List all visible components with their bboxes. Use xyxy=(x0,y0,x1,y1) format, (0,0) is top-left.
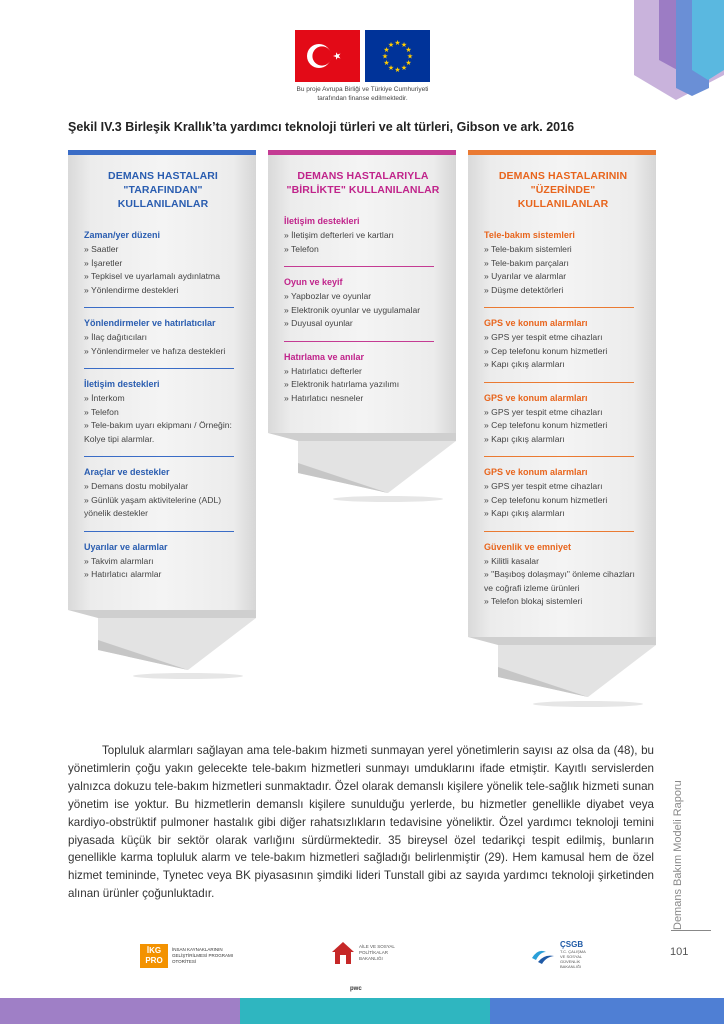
column-heading xyxy=(84,169,242,211)
flags xyxy=(295,30,430,82)
svg-text:★: ★ xyxy=(405,59,412,67)
list-item: » Hatırlatıcı nesneler xyxy=(284,392,442,406)
section-divider xyxy=(484,456,634,457)
svg-text:★: ★ xyxy=(381,52,389,61)
column-card xyxy=(68,155,256,610)
report-side-label: Demans Bakım Modeli Raporu xyxy=(672,780,684,930)
list-item: » Yönlendirmeler ve hafıza destekleri xyxy=(84,345,242,359)
list-item: » "Başıboş dolaşmayı" önleme cihazları ve coğrafi izleme ürünleri xyxy=(484,568,642,595)
list-item: » Duyusal oyunlar xyxy=(284,317,442,331)
list-item: » Cep telefonu konum hizmetleri xyxy=(484,494,642,508)
section xyxy=(484,466,642,521)
section xyxy=(84,229,242,297)
section-title: Hatırlama ve anılar xyxy=(284,351,365,362)
list-item: » Hatırlatıcı alarmlar xyxy=(84,568,242,582)
section-title: Oyun ve keyif xyxy=(284,277,343,287)
family-ministry-text: AİLE VE SOSYAL POLİTİKALAR BAKANLIĞI xyxy=(359,944,395,961)
section xyxy=(484,541,642,609)
list-item: » İletişim defterleri ve kartları xyxy=(284,229,442,243)
section xyxy=(84,378,242,446)
ikg-logo-mark: İKG PRO xyxy=(140,944,168,968)
list-item: » Tele-bakım sistemleri xyxy=(484,243,642,257)
svg-text:★: ★ xyxy=(387,64,395,72)
list-item: » Kapı çıkış alarmları xyxy=(484,433,642,447)
bottom-bar-segment xyxy=(490,998,724,1024)
csgb-name: ÇSGB xyxy=(560,940,584,949)
list-item: » Elektronik oyunlar ve uygulamalar xyxy=(284,304,442,318)
column-heading xyxy=(484,169,642,211)
section-divider xyxy=(484,382,634,383)
bottom-bar-segment xyxy=(0,998,240,1024)
pwc-logo: pwc xyxy=(350,986,362,992)
svg-text:★: ★ xyxy=(406,52,414,61)
column-heading-line1: DEMANS HASTALARIYLA xyxy=(297,170,429,182)
section-divider xyxy=(84,368,234,369)
funding-note-line1: Bu proje Avrupa Birliği ve Türkiye Cumhuriyeti xyxy=(296,86,429,93)
list-item: » Telefon xyxy=(284,243,442,257)
house-icon xyxy=(330,940,356,966)
section xyxy=(484,392,642,447)
bottom-color-bar xyxy=(0,998,724,1024)
section-divider xyxy=(484,307,634,308)
list-item: » GPS yer tespit etme cihazları xyxy=(484,406,642,420)
section-title: GPS ve konum alarmları xyxy=(484,467,588,477)
column-card xyxy=(468,155,656,637)
section xyxy=(84,317,242,358)
list-item: » Tepkisel ve uyarlamalı aydınlatma xyxy=(84,270,242,284)
list-item: » Saatler xyxy=(84,243,242,257)
list-item: » Uyarılar ve alarmlar xyxy=(484,270,642,284)
column-heading-line2: "TARAFINDAN" KULLANILANLAR xyxy=(117,184,209,210)
svg-text:★: ★ xyxy=(400,41,408,49)
ribbon-tail xyxy=(468,637,656,709)
list-item: » Cep telefonu konum hizmetleri xyxy=(484,419,642,433)
funding-note-line2: tarafından finanse edilmektedir. xyxy=(317,94,408,102)
list-item: » Cep telefonu konum hizmetleri xyxy=(484,345,642,359)
section-title: GPS ve konum alarmları xyxy=(484,318,588,328)
column-by-patients xyxy=(68,150,256,680)
funding-note xyxy=(270,86,455,103)
section-divider xyxy=(284,266,434,267)
svg-text:★: ★ xyxy=(383,46,390,54)
list-item: » Tele-bakım parçaları xyxy=(484,257,642,271)
page-number: 101 xyxy=(670,946,689,958)
list-item: » Telefon blokaj sistemleri xyxy=(484,595,642,609)
bottom-bar-segment xyxy=(240,998,490,1024)
section-title: Uyarılar ve alarmlar xyxy=(84,541,168,552)
column-heading-line2: "ÜZERİNDE" KULLANILANLAR xyxy=(517,184,609,210)
list-item: » Takvim alarmları xyxy=(84,555,242,569)
svg-text:★: ★ xyxy=(383,59,390,67)
section-divider xyxy=(84,531,234,532)
section xyxy=(484,229,642,297)
section xyxy=(284,351,442,406)
list-item: » Yönlendirme destekleri xyxy=(84,284,242,298)
section-title: Zaman/yer düzeni xyxy=(84,230,161,240)
column-heading-line1: DEMANS HASTALARININ xyxy=(498,170,628,182)
list-item: » GPS yer tespit etme cihazları xyxy=(484,331,642,345)
section-title: İletişim destekleri xyxy=(284,216,360,226)
section-title: GPS ve konum alarmları xyxy=(484,392,588,403)
list-item: » Günlük yaşam aktivitelerine (ADL) yönelik destekler xyxy=(84,494,242,521)
list-item: » Kapı çıkış alarmları xyxy=(484,507,642,521)
section-divider xyxy=(484,531,634,532)
turkey-flag xyxy=(295,30,360,82)
list-item: » Kilitli kasalar xyxy=(484,555,642,569)
list-item: » GPS yer tespit etme cihazları xyxy=(484,480,642,494)
eu-flag xyxy=(365,30,430,82)
section-title: Tele-bakım sistemleri xyxy=(484,230,575,240)
section-title: Araçlar ve destekler xyxy=(84,467,170,477)
list-item: » Demans dostu mobilyalar xyxy=(84,480,242,494)
list-item: » Düşme detektörleri xyxy=(484,284,642,298)
section-divider xyxy=(84,307,234,308)
section xyxy=(484,317,642,372)
list-item: » Elektronik hatırlama yazılımı xyxy=(284,378,442,392)
list-item: » Tele-bakım uyarı ekipmanı / Örneğin: Kolye tipi alarmlar. xyxy=(84,419,242,446)
body-paragraph: Topluluk alarmları sağlayan ama tele-bakım hizmeti sunmayan yerel yönetimlerin sayısı az olsa da (48), bu yönetimlerin çoğu yakın gelecekte tele-bakım hizmetleri sunmayı umduklarını ifade etmiştir. Kayıtlı servislerden yalnızca dokuzu tele-bakım hizmetleri sunmaktadır. Özel olarak demanslı kişilere yönelik tele-sağlık hizmeti sunan yönetim ise yoktur. Bu hizmetlerin demanslı kişilere sunulduğu yerlerde, bu hizmetler genellikle diyabet veya kardiyo-obstrüktif pulmoner hastalık gibi diğer rahatsızlıkların tedavisine yöneliktir. Özel yardımcı teknoloji temini piyasada küçük bir sektör olarak varlığını sürdürmektedir. 35 bireysel özel tedarikçi tespit edilmiş, bunların genellikle karma topluluk alarm ve tele-bakım hizmetleri sağladığı belirlenmiştir (29). Hem kamusal hem de özel hizmet temininde, Tynetec veya BK piyasasının şimdiki lideri Tunstall gibi az sayıda yardımcı teknoloji şirketinden alınan ürünler çoğunluktadır. xyxy=(68,744,654,901)
ikg-pro-logo xyxy=(140,944,252,968)
family-ministry-logo xyxy=(330,940,399,966)
list-item: » Yapbozlar ve oyunlar xyxy=(284,290,442,304)
list-item: » Telefon xyxy=(84,406,242,420)
section xyxy=(284,215,442,256)
column-heading xyxy=(284,169,442,197)
svg-text:★: ★ xyxy=(400,64,408,72)
column-heading-line2: "BİRLİKTE" KULLANILANLAR xyxy=(286,184,440,196)
ikg-logo-text: İNSAN KAYNAKLARININ GELİŞTİRİLMESİ PROGRAMI OTORİTESİ xyxy=(172,947,234,964)
svg-text:★: ★ xyxy=(394,39,401,47)
column-heading-line1: DEMANS HASTALARI xyxy=(108,170,218,182)
ribbon-tail xyxy=(68,610,256,680)
list-item: » İnterkom xyxy=(84,392,242,406)
section-title: İletişim destekleri xyxy=(84,379,160,389)
section-divider xyxy=(84,456,234,457)
list-item: » İşaretler xyxy=(84,257,242,271)
section xyxy=(84,541,242,582)
section-title: Yönlendirmeler ve hatırlatıcılar xyxy=(84,318,216,328)
section xyxy=(84,466,242,521)
svg-text:★: ★ xyxy=(394,66,401,74)
svg-text:★: ★ xyxy=(387,41,395,49)
section-title: Güvenlik ve emniyet xyxy=(484,541,572,552)
figure-title: Şekil IV.3 Birleşik Krallık’ta yardımcı teknoloji türleri ve alt türleri, Gibson ve ark. 2016 xyxy=(68,120,575,134)
column-with-patients xyxy=(268,150,456,503)
ribbon-tail xyxy=(268,433,456,503)
corner-decoration xyxy=(614,0,724,110)
list-item: » İlaç dağıtıcıları xyxy=(84,331,242,345)
side-divider xyxy=(671,930,711,931)
column-on-patients xyxy=(468,150,656,709)
csgb-logo xyxy=(530,940,590,969)
list-item: » Hatırlatıcı defterler xyxy=(284,365,442,379)
column-card xyxy=(268,155,456,433)
svg-text:★: ★ xyxy=(405,46,412,54)
list-item: » Kapı çıkış alarmları xyxy=(484,358,642,372)
section xyxy=(284,276,442,331)
csgb-subtitle: T.C. ÇALIŞMA VE SOSYAL GÜVENLİK BAKANLIĞI xyxy=(560,949,586,969)
section-divider xyxy=(284,341,434,342)
csgb-mark-icon xyxy=(530,944,556,966)
